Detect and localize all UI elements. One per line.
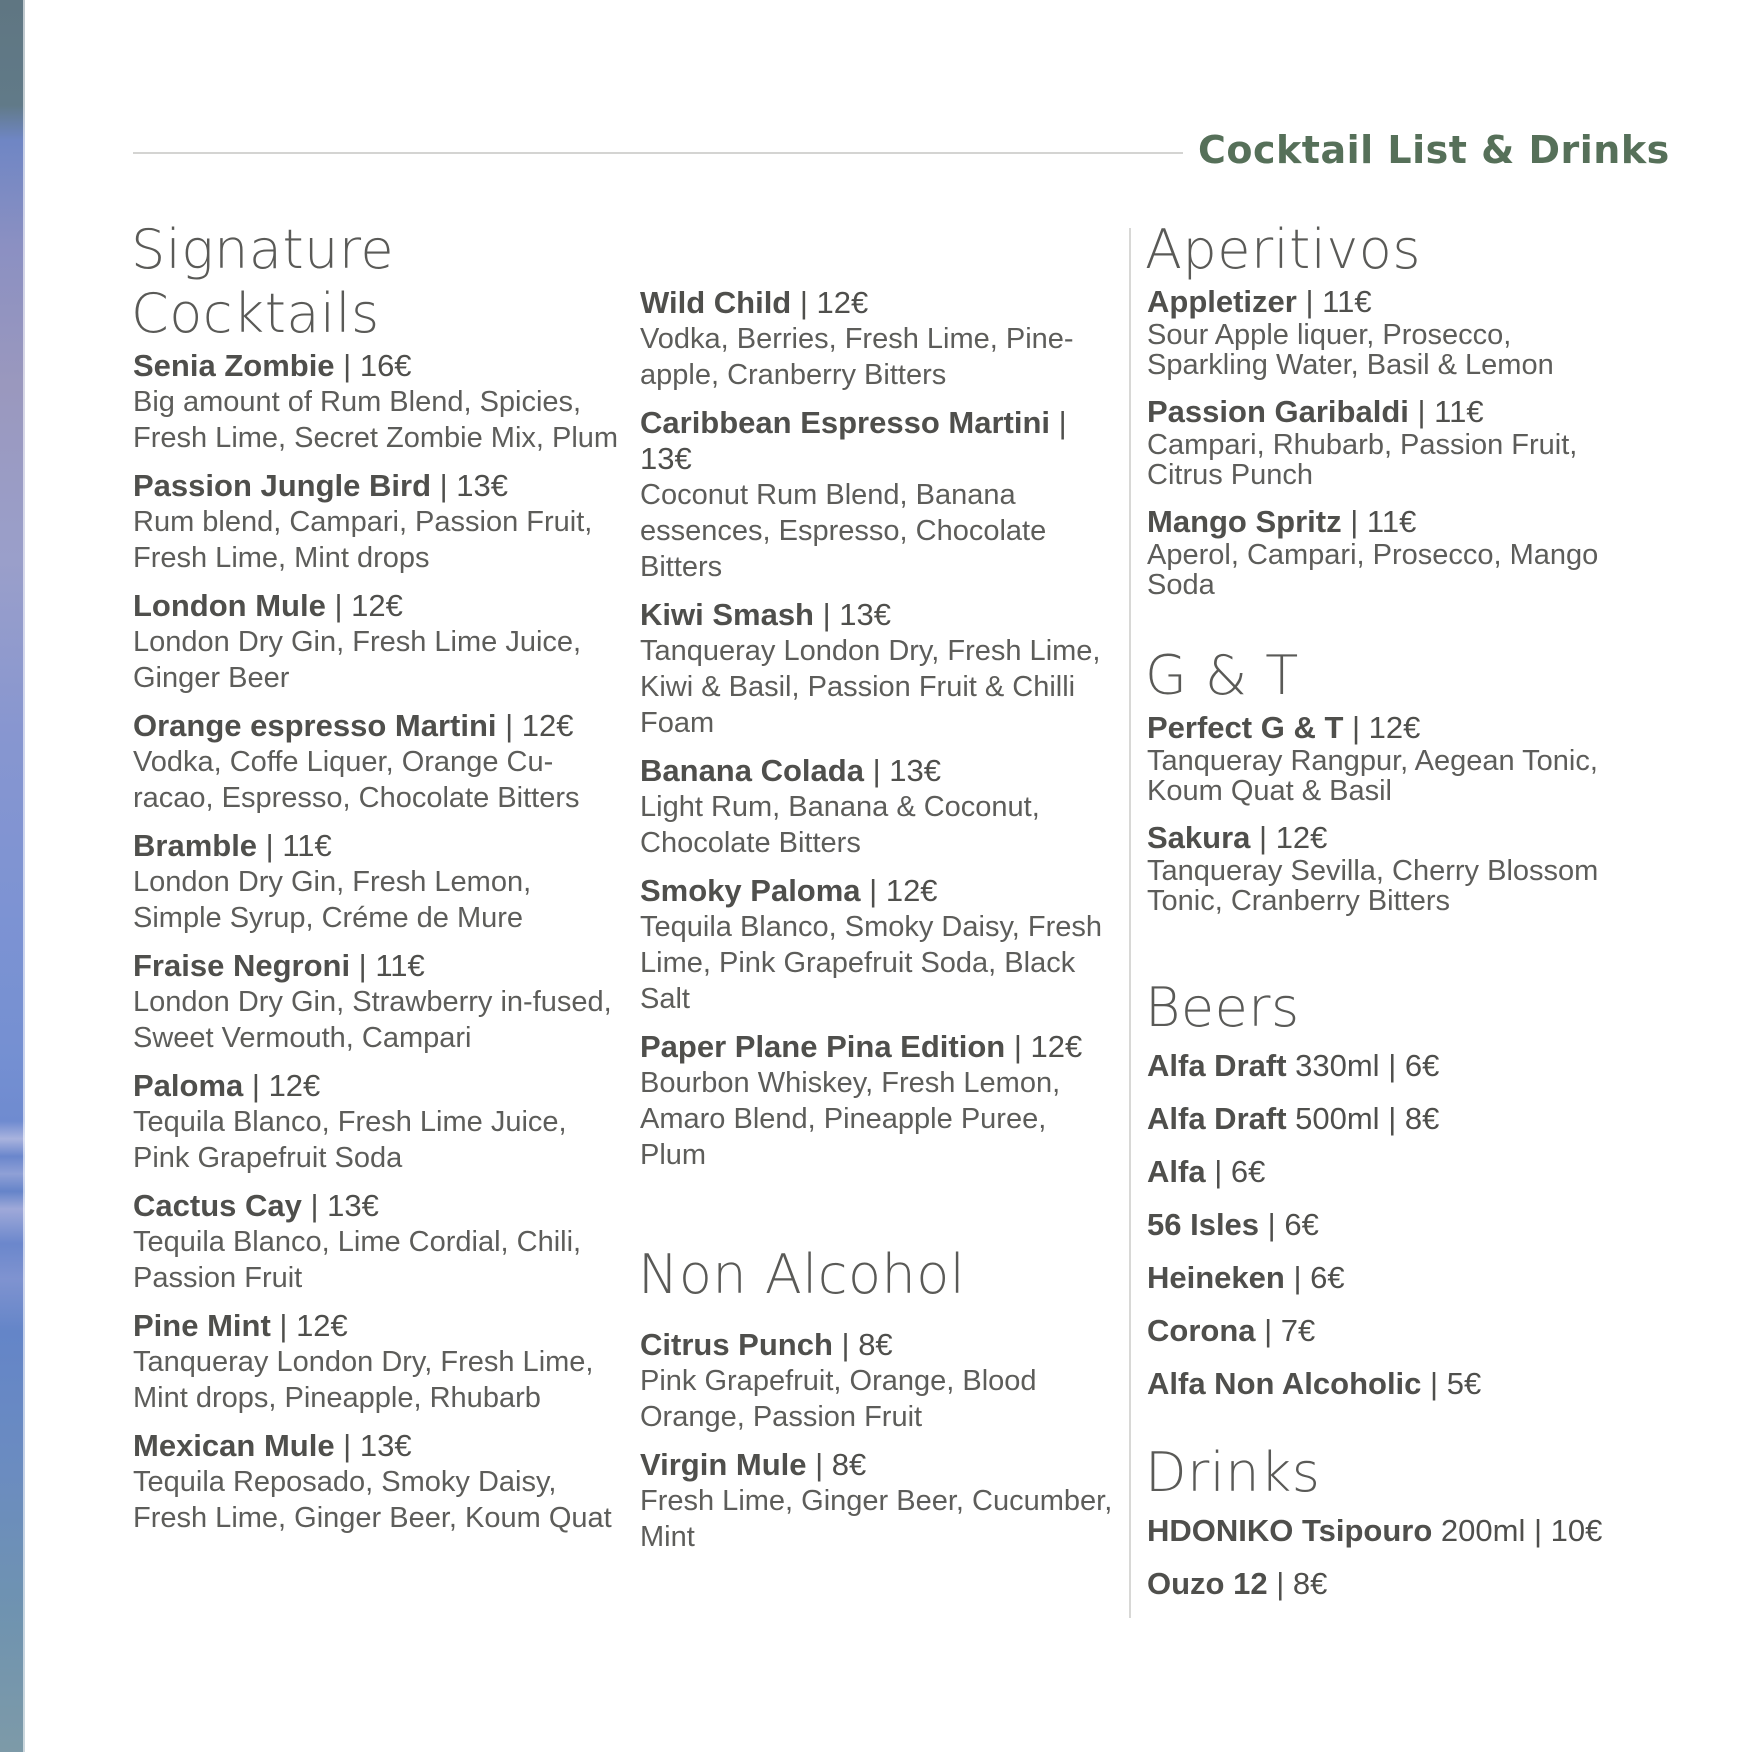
item-price: 12€ — [1275, 820, 1328, 855]
item-name: Perfect G & T — [1147, 710, 1344, 745]
item-name: Ouzo 12 — [1147, 1566, 1268, 1601]
item-name: Kiwi Smash — [640, 597, 814, 632]
item-price: 8€ — [858, 1327, 893, 1362]
menu-item — [640, 753, 1120, 861]
item-description: London Dry Gin, Strawberry in-fused, Sweet Vermouth, Campari — [133, 986, 612, 1054]
section-title-non-alcohol: Non Alcohol — [638, 1243, 966, 1306]
menu-item — [640, 1029, 1120, 1173]
menu-item — [1147, 710, 1637, 806]
item-title — [133, 348, 623, 384]
item-price: 13€ — [889, 753, 941, 788]
section-title-gin-tonic: G & T — [1145, 644, 1299, 707]
price-separator: | — [1259, 1207, 1285, 1242]
menu-item — [1147, 394, 1637, 490]
decorative-side-strip — [0, 0, 25, 1752]
item-description: Campari, Rhubarb, Passion Fruit, Citrus Punch — [1147, 429, 1578, 491]
menu-item — [1147, 1366, 1637, 1402]
item-name: Appletizer — [1147, 284, 1297, 319]
non-alcohol-list — [640, 1327, 1120, 1555]
menu-item — [1147, 1566, 1637, 1602]
item-name: 56 Isles — [1147, 1207, 1260, 1242]
price-separator: | — [1255, 1313, 1281, 1348]
item-name: HDONIKO Tsipouro — [1147, 1513, 1433, 1548]
item-price: 6€ — [1284, 1207, 1319, 1242]
item-price: 12€ — [816, 285, 869, 320]
price-separator: | — [814, 597, 840, 632]
item-description: Pink Grapefruit, Orange, Blood Orange, Passion Fruit — [640, 1365, 1037, 1433]
item-description: Coconut Rum Blend, Banana essences, Espresso, Chocolate Bitters — [640, 479, 1047, 583]
section-title-beers: Beers — [1145, 976, 1300, 1039]
menu-item — [1147, 820, 1637, 916]
price-separator: | — [1005, 1029, 1031, 1064]
item-title — [133, 1188, 623, 1224]
item-name: Senia Zombie — [133, 348, 335, 383]
aperitivos-list — [1147, 284, 1637, 600]
item-price: 12€ — [268, 1068, 321, 1103]
item-description: Fresh Lime, Ginger Beer, Cucumber, Mint — [640, 1485, 1113, 1553]
item-price: 12€ — [296, 1308, 348, 1343]
item-price: 11€ — [1366, 504, 1417, 539]
price-separator: | — [791, 285, 817, 320]
price-separator: | — [863, 753, 890, 788]
menu-item — [1147, 1513, 1637, 1549]
gin-tonic-list — [1147, 710, 1637, 916]
item-price: 6€ — [1310, 1260, 1345, 1295]
item-price: 11€ — [1322, 284, 1372, 319]
item-price: 11€ — [375, 948, 425, 983]
price-separator: | — [1421, 1366, 1447, 1401]
drinks-list — [1147, 1513, 1637, 1602]
item-name: Banana Colada — [640, 753, 864, 788]
item-description: Tanqueray Sevilla, Cherry Blossom Tonic, Cranberry Bitters — [1147, 855, 1599, 917]
item-description: Tequila Blanco, Smoky Daisy, Fresh Lime, Pink Grapefruit Soda, Black Salt — [640, 911, 1103, 1015]
menu-item — [133, 588, 623, 696]
item-title — [1147, 820, 1637, 856]
item-name: Alfa Draft — [1147, 1048, 1287, 1083]
page-title: Cocktail List & Drinks — [1198, 128, 1670, 172]
item-title — [1147, 284, 1637, 320]
item-description: Tequila Blanco, Fresh Lime Juice, Pink Grapefruit Soda — [133, 1106, 567, 1174]
price-separator: | — [334, 1428, 360, 1463]
menu-item — [133, 1308, 623, 1416]
item-title — [640, 405, 1120, 477]
price-separator: | — [334, 348, 360, 383]
item-price: 12€ — [351, 588, 403, 623]
item-price: 7€ — [1280, 1313, 1316, 1348]
price-separator: | — [1250, 820, 1276, 855]
item-description: Rum blend, Campari, Passion Fruit, Fresh Lime, Mint drops — [133, 506, 593, 574]
item-name: Paloma — [133, 1068, 244, 1103]
menu-item — [1147, 1048, 1637, 1084]
menu-item — [640, 285, 1120, 393]
item-description: London Dry Gin, Fresh Lemon, Simple Syrup, Créme de Mure — [133, 866, 532, 934]
item-name: Mexican Mule — [133, 1428, 335, 1463]
menu-item — [133, 468, 623, 576]
item-name: Fraise Negroni — [133, 948, 351, 983]
item-name: Mango Spritz — [1147, 504, 1342, 539]
menu-item — [640, 597, 1120, 741]
item-name: Alfa Non Alcoholic — [1147, 1366, 1422, 1401]
item-price: 13€ — [839, 597, 892, 632]
menu-item — [640, 873, 1120, 1017]
menu-item — [133, 708, 623, 816]
menu-item — [640, 1447, 1120, 1555]
item-name: Passion Garibaldi — [1147, 394, 1409, 429]
item-title — [133, 708, 623, 744]
beers-list — [1147, 1048, 1637, 1402]
item-title — [640, 597, 1120, 633]
item-description: Vodka, Coffe Liquer, Orange Cu-racao, Espresso, Chocolate Bitters — [133, 746, 580, 814]
item-name: Sakura — [1147, 820, 1251, 855]
price-separator: | — [1341, 504, 1367, 539]
item-name: Cactus Cay — [133, 1188, 302, 1223]
price-separator: | — [1050, 405, 1067, 440]
price-separator: | — [832, 1327, 859, 1362]
price-separator: | — [1284, 1260, 1311, 1295]
column-signature-continued — [640, 285, 1120, 1567]
price-separator: | — [350, 948, 376, 983]
menu-item — [1147, 1101, 1637, 1137]
price-separator: | — [496, 708, 522, 743]
item-name: London Mule — [133, 588, 326, 623]
item-title — [133, 1068, 623, 1104]
item-size: 500ml — [1295, 1101, 1380, 1136]
price-separator: | — [1379, 1048, 1405, 1083]
price-separator: | — [301, 1188, 328, 1223]
item-price: 13€ — [456, 468, 509, 503]
item-description: Tanqueray London Dry, Fresh Lime, Mint drops, Pineapple, Rhubarb — [133, 1346, 594, 1414]
signature-list-continued — [640, 285, 1120, 1173]
price-separator: | — [1408, 394, 1435, 429]
item-description: Aperol, Campari, Prosecco, Mango Soda — [1147, 539, 1599, 601]
item-name: Orange espresso Martini — [133, 708, 497, 743]
price-separator: | — [1379, 1101, 1405, 1136]
menu-item — [1147, 504, 1637, 600]
item-name: Citrus Punch — [640, 1327, 833, 1362]
item-name: Smoky Paloma — [640, 873, 861, 908]
item-price: 8€ — [1404, 1101, 1440, 1136]
item-description: Tequila Reposado, Smoky Daisy, Fresh Lime, Ginger Beer, Koum Quat — [133, 1466, 612, 1534]
item-price: 8€ — [831, 1447, 867, 1482]
menu-item — [1147, 1260, 1637, 1296]
menu-item — [133, 828, 623, 936]
menu-item — [1147, 1154, 1637, 1190]
section-title-drinks: Drinks — [1145, 1441, 1321, 1504]
price-separator: | — [270, 1308, 297, 1343]
item-price: 12€ — [1030, 1029, 1083, 1064]
column-divider — [1129, 228, 1131, 1618]
menu-item — [1147, 1313, 1637, 1349]
item-description: Tanqueray London Dry, Fresh Lime, Kiwi & Basil, Passion Fruit & Chilli Foam — [640, 635, 1101, 739]
item-description: Tequila Blanco, Lime Cordial, Chili, Passion Fruit — [133, 1226, 582, 1294]
item-name: Corona — [1147, 1313, 1256, 1348]
item-price: 12€ — [521, 708, 574, 743]
price-separator: | — [325, 588, 352, 623]
item-price: 11€ — [282, 828, 332, 863]
item-price: 10€ — [1550, 1513, 1603, 1548]
section-title-signature: Signature Cocktails — [131, 218, 395, 345]
price-separator: | — [1205, 1154, 1231, 1189]
menu-item — [133, 1188, 623, 1296]
item-title — [1147, 394, 1637, 430]
item-name: Paper Plane Pina Edition — [640, 1029, 1006, 1064]
price-separator: | — [1296, 284, 1323, 319]
section-title-aperitivos: Aperitivos — [1145, 218, 1421, 281]
item-description: Sour Apple liquer, Prosecco, Sparkling Water, Basil & Lemon — [1147, 319, 1554, 381]
item-price: 13€ — [327, 1188, 379, 1223]
price-separator: | — [1525, 1513, 1551, 1548]
price-separator: | — [860, 873, 886, 908]
menu-item — [640, 405, 1120, 585]
item-price: 6€ — [1404, 1048, 1440, 1083]
item-price: 13€ — [359, 1428, 412, 1463]
item-price: 5€ — [1446, 1366, 1482, 1401]
item-name: Heineken — [1147, 1260, 1285, 1295]
item-price: 8€ — [1292, 1566, 1328, 1601]
item-price: 13€ — [640, 441, 692, 476]
price-separator: | — [257, 828, 283, 863]
signature-list — [133, 348, 623, 1536]
item-title — [640, 753, 1120, 789]
item-price: 12€ — [885, 873, 938, 908]
item-title — [133, 1308, 623, 1344]
item-title — [133, 588, 623, 624]
item-title — [1147, 504, 1637, 540]
item-size: 200ml — [1440, 1513, 1526, 1548]
menu-item — [1147, 1207, 1637, 1243]
menu-item — [133, 948, 623, 1056]
menu-item — [133, 1428, 623, 1536]
menu-item — [133, 1068, 623, 1176]
item-title — [640, 1029, 1120, 1065]
price-separator: | — [431, 468, 457, 503]
item-description: Big amount of Rum Blend, Spicies, Fresh Lime, Secret Zombie Mix, Plum — [133, 386, 619, 454]
item-name: Pine Mint — [133, 1308, 271, 1343]
column-other-drinks — [1147, 218, 1637, 1619]
item-title — [640, 285, 1120, 321]
price-separator: | — [243, 1068, 269, 1103]
item-title — [640, 873, 1120, 909]
item-title — [133, 468, 623, 504]
item-description: Light Rum, Banana & Coconut, Chocolate Bitters — [640, 791, 1040, 859]
item-description: Bourbon Whiskey, Fresh Lemon, Amaro Blend, Pineapple Puree, Plum — [640, 1067, 1061, 1171]
menu-item — [1147, 284, 1637, 380]
item-name: Passion Jungle Bird — [133, 468, 432, 503]
item-price: 12€ — [1368, 710, 1421, 745]
item-title — [1147, 710, 1637, 746]
price-separator: | — [1267, 1566, 1293, 1601]
item-title — [133, 1428, 623, 1464]
item-title — [640, 1447, 1120, 1483]
menu-item — [133, 348, 623, 456]
item-size: 330ml — [1295, 1048, 1380, 1083]
item-name: Alfa Draft — [1147, 1101, 1287, 1136]
item-title — [133, 948, 623, 984]
column-signature — [133, 218, 623, 1548]
item-name: Bramble — [133, 828, 258, 863]
price-separator: | — [1343, 710, 1369, 745]
item-name: Wild Child — [640, 285, 792, 320]
item-price: 16€ — [359, 348, 412, 383]
menu-item — [640, 1327, 1120, 1435]
item-name: Alfa — [1147, 1154, 1206, 1189]
item-title — [640, 1327, 1120, 1363]
item-description: London Dry Gin, Fresh Lime Juice, Ginger Beer — [133, 626, 582, 694]
item-title — [133, 828, 623, 864]
item-name: Caribbean Espresso Martini — [640, 405, 1051, 440]
item-price: 6€ — [1230, 1154, 1266, 1189]
item-description: Vodka, Berries, Fresh Lime, Pine-apple, Cranberry Bitters — [640, 323, 1074, 391]
item-name: Virgin Mule — [640, 1447, 807, 1482]
item-price: 11€ — [1434, 394, 1484, 429]
price-separator: | — [806, 1447, 832, 1482]
item-description: Tanqueray Rangpur, Aegean Tonic, Koum Quat & Basil — [1147, 745, 1598, 807]
header-rule — [133, 152, 1183, 154]
